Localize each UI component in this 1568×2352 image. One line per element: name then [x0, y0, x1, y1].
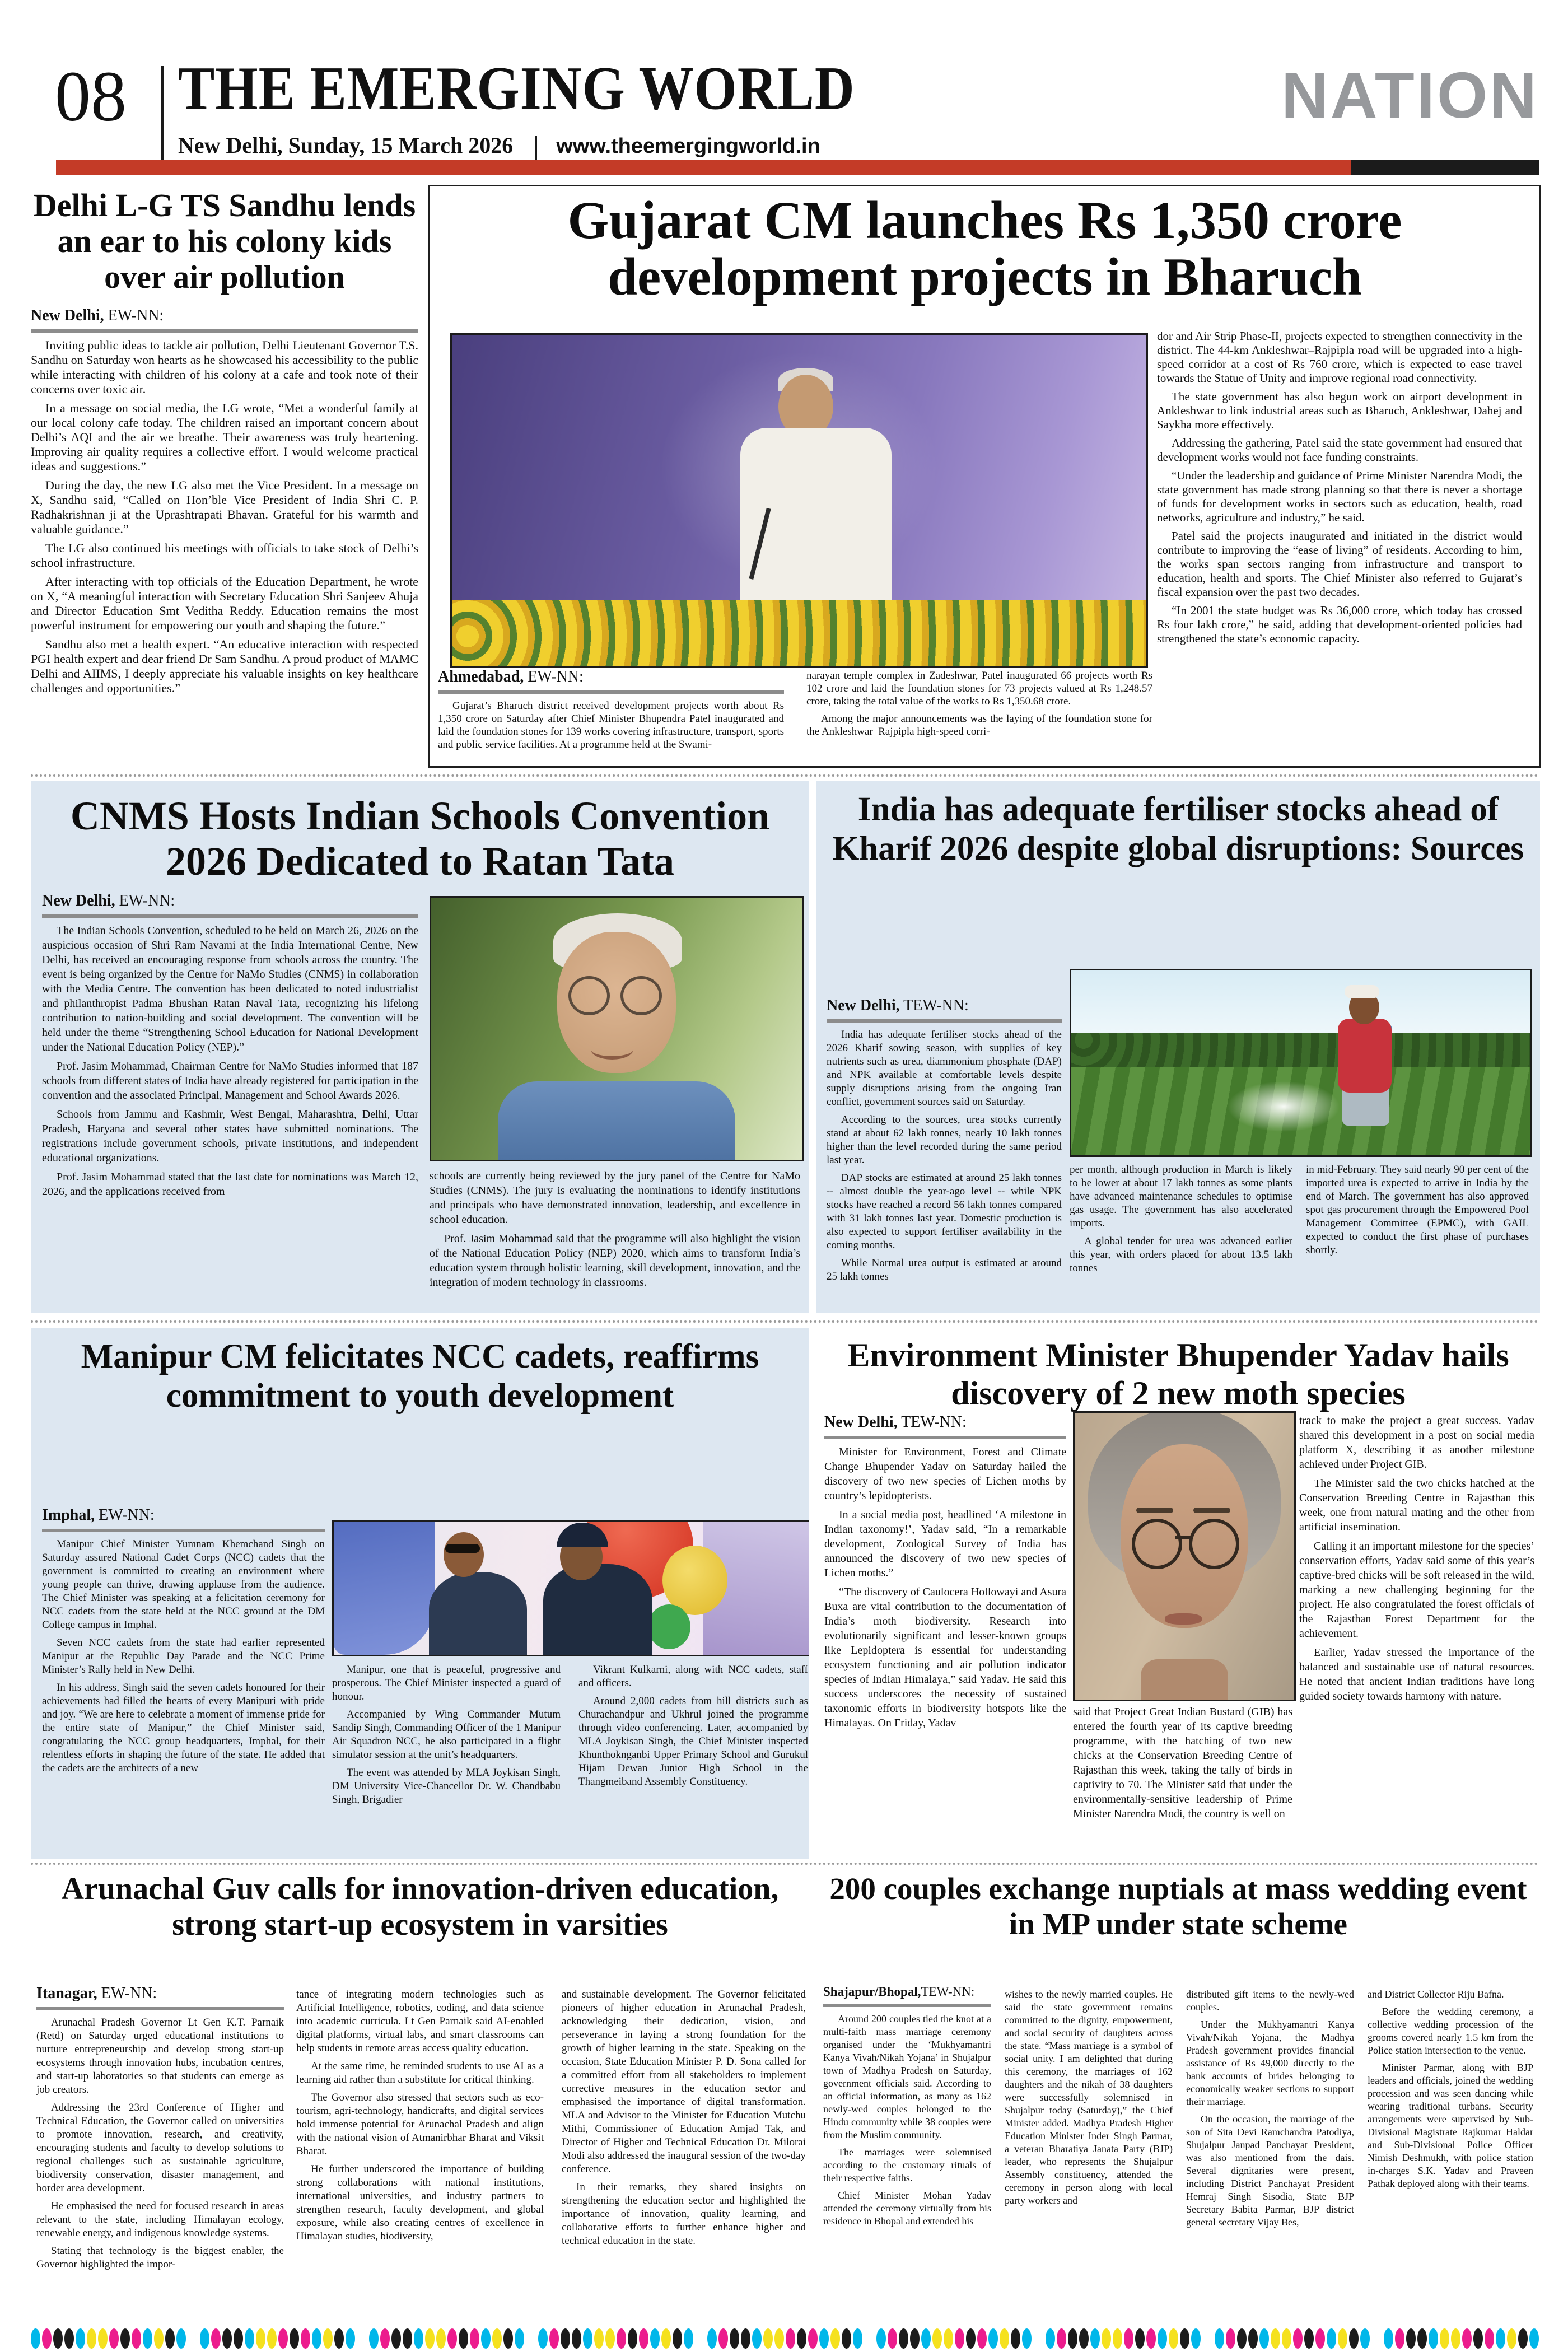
- registration-dot: [1180, 2328, 1189, 2349]
- registration-dot: [1451, 2328, 1460, 2349]
- registration-dot-group: [876, 2328, 1032, 2349]
- marigold-flowers: [452, 600, 1146, 666]
- article-column: [1073, 1705, 1292, 1856]
- paragraph: distributed gift items to the newly-wed couples.: [1186, 1989, 1354, 2013]
- registration-dot: [594, 2328, 604, 2349]
- portrait-shirt: [498, 1081, 735, 1160]
- tree-line: [1071, 1033, 1530, 1070]
- byline: Imphal, EW-NN:: [42, 1506, 325, 1532]
- paragraph: Calling it an important milestone for the species’ conservation efforts, Yadav said some of this year’s captive-bred chicks will be soft released in the wild, marking a new challenging beginning for the project. He also congratulated the forest officials of the Rajasthan Forest Department for the achievement.: [1299, 1540, 1534, 1640]
- registration-dot: [312, 2328, 321, 2349]
- article-mass-wedding: [816, 1866, 1540, 2283]
- registration-dot: [53, 2328, 63, 2349]
- paragraph: After interacting with top officials of the Education Department, he wrote on X, “A meaningful interaction with Secretary Education Shri Sanjeev Ahuja and Director Education Smt Veditha Reddy. Education remains the most powerful instrument for empowering our youth and shaping the future.”: [31, 575, 418, 633]
- registration-dot: [1226, 2328, 1235, 2349]
- paragraph: Accompanied by Wing Commander Mutum Sandip Singh, Commanding Officer of the 1 Manipur Air Squadron NCC, he also participated in a flight simulator session at the unit’s headquarters.: [332, 1709, 561, 1761]
- registration-dot: [1079, 2328, 1089, 2349]
- registration-dot: [391, 2328, 401, 2349]
- paragraph: On the occasion, the marriage of the son of Sita Devi Ramchandra Patodiya, Shujalpur Janpad Panchayat President, was also mentioned from the dais. Several dignitaries were present, including District Panchayat President Hemraj Singh Sisodia, State BJP Secretary Babita Parmar, BJP district general secretary Vijay Bes,: [1186, 2113, 1354, 2228]
- farmer-shirt: [1338, 1019, 1392, 1093]
- paragraph: Around 2,000 cadets from hill districts such as Churachandpur and Ukhrul joined the programme through video conferencing. Later, accompanied by MLA Joykisan Singh, the Chief Minister inspected Khunthoknganbi Upper Primary School and Gurukul Hijam Dewan Junior High School in the Thangmeiband Assembly Constituency.: [578, 1695, 808, 1788]
- headline: Arunachal Guv calls for innovation-driven education, strong start-up ecosystem in varsities: [61, 1872, 779, 1942]
- registration-dot: [955, 2328, 964, 2349]
- registration-dot: [1315, 2328, 1325, 2349]
- article-column: [827, 997, 1062, 1308]
- paragraph: Schools from Jammu and Kashmir, West Bengal, Maharashtra, Delhi, Uttar Pradesh, Haryana and several other states have submitted nominations. The registrations include government schools, private institutions, and independent educational organizations.: [42, 1108, 418, 1164]
- paragraph: DAP stocks are estimated at around 25 lakh tonnes -- almost double the year-ago level -- while NPK stocks have reached a record 56 lakh tonnes compared with 31 lakh tonnes last year. Domestic production is also expected to support fertiliser availability in the coming months.: [827, 1172, 1062, 1251]
- article-column: [823, 1985, 991, 2276]
- article-column: [824, 1413, 1066, 1856]
- registration-dot: [673, 2328, 682, 2349]
- paragraph: The event was attended by MLA Joykisan Singh, DM University Vice-Chancellor Dr. W. Chandbabu Singh, Brigadier: [332, 1767, 561, 1805]
- byline: New Delhi, EW-NN:: [42, 892, 418, 918]
- registration-dot: [1191, 2328, 1201, 2349]
- registration-dot: [1349, 2328, 1359, 2349]
- article-cnms-convention: [31, 781, 809, 1313]
- ncc-ceremony-photo: [332, 1520, 809, 1656]
- paragraph: Under the Mukhyamantri Kanya Vivah/Nikah Yojana, the Madhya Pradesh government provides financial assistance of Rs 49,000 directly to the bank accounts of brides belonging to economically weaker sections to support their marriage.: [1186, 2019, 1354, 2107]
- registration-dot: [1473, 2328, 1483, 2349]
- paragraph: dor and Air Strip Phase-II, projects expected to strengthen connectivity in the district. The 44-km Ankleshwar–Rajpipla road will be upgraded into a high-speed corridor at a cost of Rs 760 crore, which is expected to ease travel towards the Statue of Unity and improve regional road connectivity.: [1157, 329, 1522, 385]
- registration-dot: [76, 2328, 85, 2349]
- registration-dot: [899, 2328, 908, 2349]
- ratan-tata-photo: [430, 896, 804, 1161]
- headline: 200 couples exchange nuptials at mass wedding event in MP under state scheme: [829, 1872, 1527, 1941]
- registration-dot-group: [1046, 2328, 1201, 2349]
- paragraph: Minister Parmar, along with BJP leaders and officials, joined the wedding procession and was seen dancing while wearing traditional turbans. Security arrangements were supervised by Sub-Divisional Magistrate Rajkumar Haldar and Sub-Divisional Police Officer Nimish Deshmukh, with police station in-charges S.K. Yadav and Praveen Pathak deployed along with their teams.: [1368, 2062, 1533, 2189]
- paragraph: Inviting public ideas to tackle air pollution, Delhi Lieutenant Governor T.S. Sandhu on Saturday won hearts as he showcased his accessibility to the public while interacting with children of his colony at a cafe and took note of their concerns over toxic air.: [31, 338, 418, 396]
- paragraph: In his address, Singh said the seven cadets honoured for their achievements had filled the hearts of every Manipuri with pride and joy. “We are here to celebrate a moment of immense pride for the entire state of Manipur,” the Chief Minister said, congratulating the NCC group headquarters, Imphal, for their relentless efforts in shaping the future of the state. He added that the cadets are the architects of a new: [42, 1682, 325, 1774]
- registration-dot: [1417, 2328, 1427, 2349]
- article-body: [31, 338, 418, 696]
- byline: New Delhi, EW-NN:: [31, 307, 418, 333]
- masthead-title: THE EMERGING WORLD: [178, 55, 855, 123]
- byline: New Delhi, TEW-NN:: [827, 997, 1062, 1023]
- minister-portrait-photo: [1073, 1411, 1296, 1701]
- registration-dot: [403, 2328, 412, 2349]
- paragraph: Prof. Jasim Mohammad, Chairman Centre for NaMo Studies informed that 187 schools from different states of India have already registered for participation in the convention and the associated Principal, Management and School Awards 2026.: [42, 1060, 418, 1102]
- registration-dot: [120, 2328, 130, 2349]
- paragraph: The marriages were solemnised according to the customary rituals of their respective faiths.: [823, 2146, 991, 2183]
- eyebrow: [1136, 1508, 1173, 1513]
- green-balloon: [648, 1604, 690, 1649]
- registration-dot: [819, 2328, 829, 2349]
- registration-dot: [1169, 2328, 1178, 2349]
- article-moth-species: [816, 1328, 1540, 1859]
- paragraph: Manipur Chief Minister Yumnam Khemchand Singh on Saturday assured National Cadet Corps (NCC) cadets that the government is committed to creating an environment where young people can thrive, drawing applause from the audience. The Chief Minister was speaking at a felicitation ceremony for NCC cadets from the state held at the NCC ground at the DM College campus in Imphal.: [42, 1538, 325, 1631]
- paragraph: wishes to the newly married couples. He said the state government remains committed to the dignity, empowerment, and social security of daughters across the state. “Mass marriage is a symbol of social unity. I am delighted that during this ceremony, the marriages of 162 daughters and the nikah of 38 daughters were successfully solemnised in Shujalpur today (Saturday),” the Chief Minister added. Madhya Pradesh Higher Education Minister Inder Singh Parmar, a veteran Bharatiya Janata Party (BJP) leader, who represents the Shujalpur Assembly constituency, attended the ceremony in person along with local party workers and: [1005, 1989, 1173, 2206]
- registration-dot-group: [369, 2328, 524, 2349]
- registration-dot: [1485, 2328, 1494, 2349]
- registration-dot: [98, 2328, 108, 2349]
- registration-dot: [1304, 2328, 1314, 2349]
- registration-dot: [481, 2328, 491, 2349]
- registration-dot: [988, 2328, 998, 2349]
- article-column: [1299, 1413, 1534, 1856]
- registration-dot: [425, 2328, 435, 2349]
- registration-dot: [154, 2328, 164, 2349]
- paragraph: The state government has also begun work on airport development in Ankleshwar to link industrial areas such as Bharuch, Ankleshwar, Dahej and Saykha more effectively.: [1157, 390, 1522, 431]
- registration-dot: [1000, 2328, 1009, 2349]
- article-column: [1306, 1163, 1529, 1308]
- registration-dot: [470, 2328, 479, 2349]
- paragraph: During the day, the new LG also met the Vice President. In a message on X, Sandhu said, “Called on Hon’ble Vice President of India Shri C. P. Radhakrishnan ji at the Uprashtrapati Bhavan. Grateful for his warmth and valuable guidance.”: [31, 478, 418, 536]
- article-column: [42, 1506, 325, 1852]
- registration-dot: [583, 2328, 592, 2349]
- registration-dot: [1248, 2328, 1258, 2349]
- registration-dot: [1507, 2328, 1516, 2349]
- section-label: NATION: [1281, 59, 1539, 132]
- registration-dot: [334, 2328, 344, 2349]
- subline-divider: [535, 136, 537, 160]
- paragraph: in mid-February. They said nearly 90 per cent of the imported urea is expected to arrive in India by the end of March. The government has also approved spot gas procurement through the Empowered Pool Management Committee (EPMC), with GAIL expected to conduct the first phase of purchases shortly.: [1306, 1164, 1529, 1256]
- blue-drape: [334, 1522, 435, 1655]
- article-gujarat-cm: [428, 185, 1541, 768]
- registration-dot: [741, 2328, 750, 2349]
- registration-dot: [1102, 2328, 1111, 2349]
- edition-dateline: New Delhi, Sunday, 15 March 2026: [178, 133, 514, 158]
- registration-dot: [763, 2328, 773, 2349]
- masthead-subline: [178, 132, 1018, 160]
- paragraph: “In 2001 the state budget was Rs 36,000 crore, which today has crossed Rs four lakh crore,” he said, adding that development-oriented policies had strengthened the state’s economic capacity.: [1157, 604, 1522, 645]
- registration-dot: [561, 2328, 570, 2349]
- registration-dot: [380, 2328, 390, 2349]
- paragraph: Patel said the projects inaugurated and initiated in the district would contribute to improving the “ease of living” of residents. According to him, the works span sectors ranging from infrastructure and transport to education, health and sports. The Chief Minister also referred to Gujarat’s fiscal expansion over the past two decades.: [1157, 529, 1522, 599]
- registration-dot: [245, 2328, 254, 2349]
- registration-dot: [797, 2328, 806, 2349]
- glasses-icon: [568, 976, 610, 1015]
- paragraph: Among the major announcements was the laying of the foundation stone for the Ankleshwar–Rajpipla high-speed corri-: [806, 713, 1152, 738]
- registration-dot: [323, 2328, 333, 2349]
- byline: New Delhi, TEW-NN:: [824, 1413, 1066, 1439]
- registration-dot: [628, 2328, 637, 2349]
- registration-dot: [1057, 2328, 1066, 2349]
- paragraph: India has adequate fertiliser stocks ahead of the 2026 Kharif sowing season, with supplies of key nutrients such as urea, diammonium phosphate (DAP) and NPK available at comfortable levels despite supply disruptions arising from the ongoing Iran conflict, government sources said on Saturday.: [827, 1029, 1062, 1108]
- registration-dot: [1429, 2328, 1438, 2349]
- registration-dot: [977, 2328, 987, 2349]
- article-manipur-ncc: [31, 1328, 809, 1859]
- sunglasses-icon: [445, 1544, 480, 1553]
- registration-dot: [447, 2328, 457, 2349]
- registration-dot: [1215, 2328, 1224, 2349]
- registration-dot: [617, 2328, 626, 2349]
- security-officer: [429, 1572, 527, 1655]
- paragraph: schools are currently being reviewed by the jury panel of the Centre for NaMo Studies (CNMS). The jury is evaluating the nominations to identify institutions and principals who have demonstrated innovation, leadership, and excellence in school education.: [430, 1170, 800, 1226]
- headline: Manipur CM felicitates NCC cadets, reaffirms commitment to youth development: [81, 1338, 759, 1415]
- article-column: [36, 1985, 284, 2276]
- registration-dot: [876, 2328, 886, 2349]
- registration-dot: [774, 2328, 784, 2349]
- registration-dot: [87, 2328, 96, 2349]
- gujarat-cm-photo: [450, 333, 1148, 668]
- byline: Ahmedabad, EW-NN:: [438, 668, 784, 694]
- paragraph: “The discovery of Caulocera Hollowayi and Asura Buxa are vital contribution to the documentation of India’s moth biodiversity. Research into evolutionarily significant and lesser-known groups like Lepidoptera is essential for understanding ecosystem functioning and air pollution indicator species of Indian Himalaya,” said Yadav. He said this success underscores the necessity of sustained taxonomic efforts in biodiversity hotspots like the Himalayas. On Friday, Yadav: [824, 1586, 1066, 1729]
- paragraph: At the same time, he reminded students to use AI as a learning aid rather than a substitute for critical thinking.: [296, 2060, 544, 2085]
- registration-dot: [1271, 2328, 1280, 2349]
- registration-dot: [549, 2328, 559, 2349]
- paragraph: and District Collector Riju Bafna.: [1368, 1989, 1504, 2000]
- byline: Shajapur/Bhopal,TEW-NN:: [823, 1985, 991, 2007]
- glasses-bridge: [1175, 1536, 1192, 1539]
- page-number: 08: [55, 57, 127, 136]
- registration-dot: [830, 2328, 840, 2349]
- article-arunachal-governor: [31, 1866, 809, 2283]
- registration-dot: [369, 2328, 379, 2349]
- registration-dot: [1068, 2328, 1077, 2349]
- paragraph: Gujarat’s Bharuch district received development projects worth about Rs 1,350 crore on Saturday after Chief Minister Bhupendra Patel inaugurated and laid the foundation stones for 139 works covering infrastructure, transport, sports and public service facilities. At a programme held at the Swami-: [438, 700, 784, 750]
- article-column: [1368, 1988, 1533, 2276]
- registration-dot: [267, 2328, 277, 2349]
- registration-dot: [1293, 2328, 1303, 2349]
- registration-dot: [165, 2328, 175, 2349]
- registration-dot: [290, 2328, 299, 2349]
- farmer-spraying-photo: [1070, 969, 1532, 1157]
- paragraph: Chief Minister Mohan Yadav attended the ceremony virtually from his residence in Bhopal and extended his: [823, 2190, 991, 2227]
- portrait-smile: [591, 1039, 633, 1060]
- farmer-headband: [1345, 985, 1379, 998]
- registration-dot: [1395, 2328, 1404, 2349]
- spray-mist: [1228, 1081, 1340, 1132]
- registration-dot: [572, 2328, 581, 2349]
- registration-dot-group: [707, 2328, 862, 2349]
- paragraph: Addressing the 23rd Conference of Higher and Technical Education, the Governor called on universities to promote innovation, research, and creativity, encouraging students and faculty to develop solutions to regional challenges such as sustainable agriculture, biodiversity conservation, disaster management, and border area development.: [36, 2102, 284, 2194]
- headline: Delhi L-G TS Sandhu lends an ear to his colony kids over air pollution: [33, 188, 416, 295]
- masthead-divider: [161, 66, 164, 160]
- paragraph: While Normal urea output is estimated at around 25 lakh tonnes: [827, 1257, 1062, 1282]
- glasses-icon: [1189, 1519, 1239, 1569]
- registration-dot: [538, 2328, 548, 2349]
- paragraph: Stating that technology is the biggest enabler, the Governor highlighted the impor-: [36, 2245, 284, 2270]
- registration-dot: [842, 2328, 851, 2349]
- article-column: [296, 1988, 544, 2276]
- registration-dot: [132, 2328, 141, 2349]
- website-link[interactable]: www.theemergingworld.in: [556, 134, 820, 158]
- registration-dot: [1124, 2328, 1133, 2349]
- color-dots-strip: [31, 2323, 1539, 2352]
- paragraph: Minister for Environment, Forest and Climate Change Bhupender Yadav on Saturday hailed the discovery of two new species of Lichen moths by country’s lepidopterists.: [824, 1446, 1066, 1502]
- article-column: [578, 1663, 808, 1854]
- article-column: [1005, 1988, 1173, 2276]
- registration-dot: [650, 2328, 660, 2349]
- officer-head: [444, 1532, 484, 1577]
- paragraph: track to make the project a great success. Yadav shared this development in a post on social media platform X, describing it as another milestone achieved under Project GIB.: [1299, 1415, 1534, 1471]
- paragraph: In a message on social media, the LG wrote, “Met a wonderful family at our local colony cafe today. The children raised an important concern about Delhi’s AQI and the air we breathe. Their awareness was truly heartening. Improving air quality requires a collective effort. I would welcome practical ideas and suggestions.”: [31, 401, 418, 474]
- paragraph: Addressing the gathering, Patel said the state government had ensured that development works would not face funding constraints.: [1157, 436, 1522, 464]
- registration-dot-group: [31, 2328, 186, 2349]
- paragraph: said that Project Great Indian Bustard (GIB) has entered the fourth year of its captive breeding programme, with the hatching of two new chicks at the Conservation Breeding Centre of Rajasthan this week, taking the tally of birds in captivity to 70. The Minister said that under the environmentally-sensitive leadership of Prime Minister Narendra Modi, the country is well on: [1073, 1706, 1292, 1820]
- paragraph: A global tender for urea was advanced earlier this year, with orders placed for about 13.5 lakh tonnes: [1070, 1235, 1292, 1274]
- section-separator: [31, 774, 1539, 777]
- registration-dot: [910, 2328, 920, 2349]
- paragraph: tance of integrating modern technologies such as Artificial Intelligence, robotics, coding, and data science into academic curricula. Lt Gen Parnaik said AI-enabled digital platforms, virtual labs, and smart classrooms can help students in remote areas access quality education.: [296, 1989, 544, 2054]
- article-column: [1070, 1163, 1292, 1308]
- registration-dot: [1158, 2328, 1167, 2349]
- headline: CNMS Hosts Indian Schools Convention 2026 Dedicated to Ratan Tata: [70, 794, 770, 884]
- paragraph: He further underscored the importance of building strong collaborations with national institutions, international universities, and industry partners to strengthen research, faculty development, and global exposure, while also creating centres of excellence in Himalayan studies, biodiversity,: [296, 2163, 544, 2242]
- paragraph: Arunachal Pradesh Governor Lt Gen K.T. Parnaik (Retd) on Saturday urged educational institutions to nurture entrepreneurship and develop strong start-up ecosystems through innovation hubs, incubation centres, and start-up laboratories so that students can emerge as job creators.: [36, 2017, 284, 2096]
- registration-dot: [515, 2328, 524, 2349]
- paragraph: The Indian Schools Convention, scheduled to be held on March 26, 2026 on the auspicious occasion of Shri Ram Navami at the India International Centre, New Delhi, has received an encouraging response from schools across the country. The event is being organized by the Centre for NaMo Studies (CNMS) in collaboration with the Media Centre. The convention has been dedicated to noted industrialist and philanthropist Padma Bhushan Ratan Naval Tata, recognizing his lifelong contribution to nation-building and social development. The convention will be held under the theme “Strengthening School Education for National Development under the National Education Policy (NEP).”: [42, 925, 418, 1053]
- article-column: [430, 1169, 800, 1305]
- article-column: [1157, 329, 1522, 762]
- registration-dot: [1338, 2328, 1347, 2349]
- registration-dot: [1113, 2328, 1122, 2349]
- portrait-neck: [1141, 1659, 1229, 1700]
- paragraph: Before the wedding ceremony, a collective wedding procession of the grooms covered nearly 1.5 km from the Police station intersection to the venue.: [1368, 2006, 1533, 2056]
- registration-dot: [944, 2328, 953, 2349]
- registration-dot: [1046, 2328, 1055, 2349]
- registration-dot-group: [538, 2328, 693, 2349]
- headline: Gujarat CM launches Rs 1,350 crore development projects in Bharuch: [567, 190, 1402, 306]
- paragraph: “Under the leadership and guidance of Prime Minister Narendra Modi, the state government has made strong planning so that there is never a shortage of funds for development works in sectors such as education, health, road networks, agriculture and industry,” he said.: [1157, 469, 1522, 524]
- registration-dot: [211, 2328, 221, 2349]
- paragraph: Prof. Jasim Mohammad stated that the last date for nominations was March 12, 2026, and the applications received from: [42, 1171, 418, 1198]
- byline: Itanagar, EW-NN:: [36, 1985, 284, 2010]
- registration-dot: [853, 2328, 862, 2349]
- glasses-icon: [1132, 1519, 1182, 1569]
- paragraph: Sandhu also met a health expert. “An educative interaction with respected PGI health expert and dear friend Dr Sam Sandhu. A proud product of MAMC Delhi and AIIMS, I deeply appreciate his valuable insights on key healthcare challenges and opportunities.”: [31, 637, 418, 696]
- registration-dot: [503, 2328, 513, 2349]
- paragraph: per month, although production in March is likely to be lower at about 17 lakh tonnes as some plants have advanced maintenance schedules to optimise gas usage. The government has also accelerated imports.: [1070, 1164, 1292, 1229]
- article-column: [1186, 1988, 1354, 2276]
- registration-dot: [1518, 2328, 1528, 2349]
- registration-dot: [1384, 2328, 1393, 2349]
- registration-dot: [200, 2328, 209, 2349]
- article-fertiliser-stocks: [816, 781, 1540, 1313]
- registration-dot: [1440, 2328, 1449, 2349]
- registration-dot: [459, 2328, 468, 2349]
- registration-dot: [966, 2328, 976, 2349]
- section-separator: [31, 1320, 1539, 1323]
- article-delhi-lg: [31, 188, 418, 764]
- article-column: [562, 1988, 806, 2276]
- portrait-lips: [1165, 1613, 1202, 1625]
- paragraph: Vikrant Kulkarni, along with NCC cadets, staff and officers.: [578, 1664, 808, 1689]
- article-column: [332, 1663, 561, 1854]
- paragraph: Prof. Jasim Mohammad said that the programme will also highlight the vision of the National Education Policy (NEP) 2020, which aims to transform India’s education system through holistic learning, skill development, innovation, and the integration of modern technology in classrooms.: [430, 1233, 800, 1289]
- registration-dot: [109, 2328, 119, 2349]
- registration-dot: [492, 2328, 502, 2349]
- paragraph: Earlier, Yadav stressed the importance of the balanced and sustainable use of natural resources. He noted that ancient Indian traditions have long guided society towards harmony with nature.: [1299, 1646, 1534, 1702]
- registration-dot: [346, 2328, 355, 2349]
- paragraph: Seven NCC cadets from the state had earlier represented Manipur at the Republic Day Parade and the NCC Prime Minister’s Rally held in New Delhi.: [42, 1637, 325, 1676]
- registration-dot: [1146, 2328, 1156, 2349]
- registration-dot: [1462, 2328, 1472, 2349]
- registration-dot-group: [1384, 2328, 1539, 2349]
- paragraph: The Governor also stressed that sectors such as eco-tourism, agri-technology, handicrafts, and digital services hold immense potential for Arunachal Pradesh and align with the national vision of Atmanirbhar Bharat and Viksit Bharat.: [296, 2092, 544, 2157]
- registration-dot: [234, 2328, 243, 2349]
- paragraph: narayan temple complex in Zadeshwar, Patel inaugurated 66 projects worth Rs 102 crore and laid the foundation stones for 73 projects valued at Rs 1,248.57 crore, taking the total value of the works to Rs 1,350.68 crore.: [806, 670, 1152, 707]
- paragraph: According to the sources, urea stocks currently stand at about 62 lakh tonnes, nearly 10 lakh tonnes higher than the level recorded during the same period last year.: [827, 1114, 1062, 1166]
- registration-dot: [256, 2328, 265, 2349]
- registration-dot: [1259, 2328, 1269, 2349]
- registration-dot: [143, 2328, 152, 2349]
- registration-dot: [436, 2328, 446, 2349]
- registration-dot: [932, 2328, 942, 2349]
- header-black-bar: [1351, 160, 1539, 175]
- registration-dot: [605, 2328, 615, 2349]
- registration-dot: [176, 2328, 186, 2349]
- paragraph: In a social media post, headlined ‘A milestone in Indian taxonomy!’, Yadav said, “In a remarkable development, Zoological Survey of India has announced the discovery of two new species of Lichen moths.”: [824, 1509, 1066, 1579]
- registration-dot: [888, 2328, 897, 2349]
- headline: Environment Minister Bhupender Yadav hails discovery of 2 new moth species: [847, 1337, 1509, 1412]
- paragraph: Manipur, one that is peaceful, progressive and prosperous. The Chief Minister inspected a guard of honour.: [332, 1664, 561, 1702]
- registration-dot: [1237, 2328, 1247, 2349]
- paragraph: The LG also continued his meetings with officials to take stock of Delhi’s school infrastructure.: [31, 541, 418, 570]
- registration-dot: [42, 2328, 52, 2349]
- registration-dot: [1406, 2328, 1416, 2349]
- article-column: [438, 668, 784, 762]
- paragraph: and sustainable development. The Governor felicitated pioneers of higher education in Arunachal Pradesh, acknowledging their dedication, vision, and perseverance in laying a strong foundation for the growth of higher learning in the state. Speaking on the occasion, State Education Minister P. D. Sona called for a committed effort from all stakeholders to implement corrective measures in the education sector and emphasised the importance of digital transformation. MLA and Advisor to the Minister for Education Mutchu Mithi, Commissioner of Education Amjad Tak, and Director of Higher and Technical Education Dr. Milorai Modi also addressed the inaugural session of the two-day conference.: [562, 1989, 806, 2175]
- paragraph: The Minister said the two chicks hatched at the Conservation Breeding Centre in Rajasthan this week, one from natural mating and the other from artificial insemination.: [1299, 1477, 1534, 1533]
- registration-dot: [31, 2328, 40, 2349]
- registration-dot: [1327, 2328, 1336, 2349]
- registration-dot: [1090, 2328, 1100, 2349]
- registration-dot: [752, 2328, 762, 2349]
- registration-dot: [64, 2328, 74, 2349]
- header-red-bar: [56, 160, 1351, 175]
- registration-dot: [707, 2328, 717, 2349]
- eyebrow: [1193, 1508, 1230, 1513]
- section-separator: [31, 1863, 1539, 1865]
- registration-dot: [921, 2328, 931, 2349]
- registration-dot: [414, 2328, 423, 2349]
- registration-dot: [786, 2328, 795, 2349]
- article-column: [806, 669, 1152, 762]
- glasses-icon: [620, 976, 662, 1015]
- paragraph: Around 200 couples tied the knot at a multi-faith mass marriage ceremony organised under the ‘Mukhyamantri Kanya Vivah/Nikah Yojana’ in Shujalpur town of Madhya Pradesh on Saturday, government officials said. According to an official information, as many as 162 newly-wed couples belonged to the Hindu community while 38 couples were from the Muslim community.: [823, 2013, 991, 2140]
- registration-dot-group: [200, 2328, 355, 2349]
- registration-dot: [1282, 2328, 1291, 2349]
- paragraph: He emphasised the need for focused research in areas relevant to the state, including Himalayan ecology, renewable energy, and indigenous knowledge systems.: [36, 2200, 284, 2239]
- registration-dot: [1011, 2328, 1020, 2349]
- registration-dot: [730, 2328, 739, 2349]
- registration-dot: [1496, 2328, 1505, 2349]
- registration-dot: [222, 2328, 232, 2349]
- registration-dot: [1360, 2328, 1370, 2349]
- registration-dot: [278, 2328, 288, 2349]
- registration-dot: [301, 2328, 310, 2349]
- registration-dot: [1529, 2328, 1539, 2349]
- registration-dot: [1135, 2328, 1145, 2349]
- article-column: [42, 892, 418, 1305]
- headline: India has adequate fertiliser stocks ahead of Kharif 2026 despite global disruptions: Sources: [832, 791, 1524, 867]
- registration-dot-group: [1215, 2328, 1370, 2349]
- paragraph: In their remarks, they shared insights on strengthening the education sector and highlighted the importance of innovation, quality learning, and collaborative efforts to further enhance higher and technical education in the state.: [562, 2181, 806, 2247]
- registration-dot: [661, 2328, 671, 2349]
- registration-dot: [1022, 2328, 1032, 2349]
- registration-dot: [639, 2328, 648, 2349]
- registration-dot: [684, 2328, 693, 2349]
- chief-minister-figure: [543, 1564, 652, 1655]
- registration-dot: [718, 2328, 728, 2349]
- registration-dot: [808, 2328, 818, 2349]
